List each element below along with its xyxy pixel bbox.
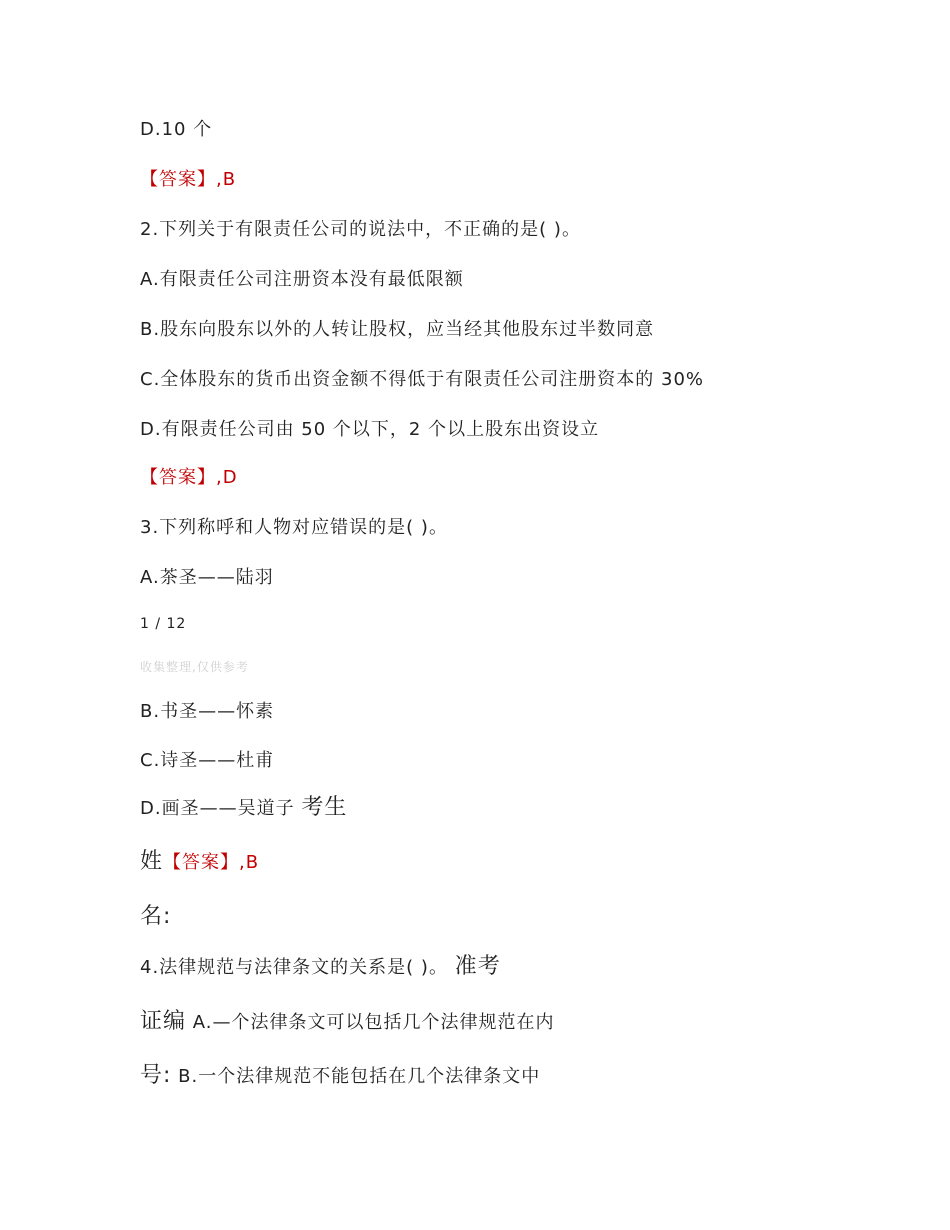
page-number: 1 / 12 — [140, 616, 187, 632]
form-label-name: 名: — [140, 904, 172, 929]
option-c-q2: C.全体股东的货币出资金额不得低于有限责任公司注册资本的 30% — [140, 369, 705, 390]
answer-q1: 【答案】,B — [140, 169, 237, 190]
option-a-q4: A.—个法律条文可以包括几个法律规范在内 — [192, 1012, 555, 1033]
watermark-text: 收集整理,仅供参考 — [140, 660, 249, 674]
question-3: 3.下列称呼和人物对应错误的是( )。 — [140, 517, 448, 538]
option-b-q4: B.一个法律规范不能包括在几个法律条文中 — [178, 1066, 541, 1087]
option-d-q3-row — [140, 796, 347, 821]
question-2: 2.下列关于有限责任公司的说法中，不正确的是( )。 — [140, 219, 581, 240]
option-b-q4-row — [140, 1064, 540, 1089]
option-b-q3: B.书圣——怀素 — [140, 701, 275, 722]
answer-q2: 【答案】,D — [140, 467, 238, 488]
option-b-q2: B.股东向股东以外的人转让股权，应当经其他股东过半数同意 — [140, 319, 655, 340]
question-4-row — [140, 955, 501, 980]
option-d-q1: D.10 个 — [140, 119, 213, 140]
form-label-admission: 准考 — [454, 954, 501, 979]
form-label-surname: 姓 — [140, 849, 164, 874]
form-label-cert-no: 证编 — [140, 1009, 187, 1034]
option-a-q3: A.茶圣——陆羽 — [140, 567, 274, 588]
option-d-q3: D.画圣——吴道子 — [140, 798, 295, 819]
option-a-q2: A.有限责任公司注册资本没有最低限额 — [140, 269, 464, 290]
form-label-examinee: 考生 — [301, 795, 348, 820]
question-4: 4.法律规范与法律条文的关系是( )。 — [140, 957, 448, 978]
option-a-q4-row — [140, 1010, 554, 1035]
option-d-q2: D.有限责任公司由 50 个以下，2 个以上股东出资设立 — [140, 419, 600, 440]
form-label-number: 号: — [140, 1063, 172, 1088]
option-c-q3: C.诗圣——杜甫 — [140, 750, 275, 771]
answer-q3: 【答案】,B — [163, 852, 260, 873]
answer-q3-row — [140, 850, 259, 875]
